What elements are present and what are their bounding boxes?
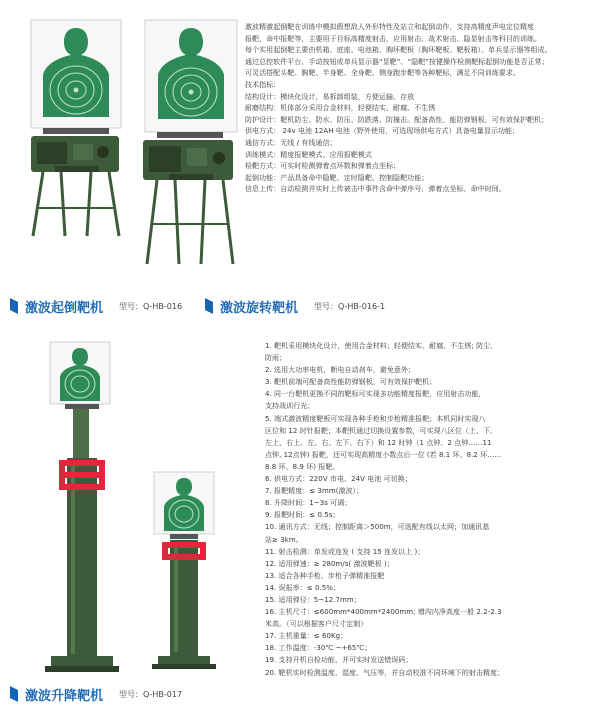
desc-line: 10. 通讯方式：无线；控制距离＞500m，可选配有线以太网；加通讯基 <box>265 523 490 532</box>
lifting-target-tall-illustration <box>45 340 120 680</box>
title-marker-icon <box>205 298 213 314</box>
desc-line: 供电方式： 24v 电池 12AH 电池（野外使用，可选现场供电方式）具备电量显示功能； <box>245 127 520 136</box>
product-name: 激波起倒靶机 <box>25 300 104 316</box>
desc-line: 通信方式：无线 / 有线通信； <box>245 138 337 147</box>
product-name: 激波旋转靶机 <box>220 300 299 316</box>
desc-line: 8. 升降时间：1~3s 可调； <box>265 499 352 508</box>
desc-line: 11. 射击检测：单发或连发 ( 支持 15 连发以上 )； <box>265 547 425 556</box>
desc-line: 点钟, 12点钟) 报靶，还可实现高精度小数点后一位 (若 8.1 环、8.2 环…… <box>265 450 502 459</box>
desc-line: 米高。（可以根据客户尺寸定制） <box>265 620 368 629</box>
desc-line: 17. 主机重量：≤ 60Kg； <box>265 632 348 641</box>
desc-line: 7. 报靶精度：≤ 3mm(激波）； <box>265 487 364 496</box>
desc-line: 耐磨结构：机体部分采用合金材料，轻便结实、耐腐、不生锈 <box>245 104 436 113</box>
drop-target-machine-illustration <box>25 18 125 240</box>
desc-line: 14. 误报率：≤ 0.5%； <box>265 583 340 592</box>
desc-line: 12. 适用弹速：≥ 280m/s( 激波靶板 )； <box>265 559 394 568</box>
desc-line: 20. 靶机实时检测温度、湿度、气压等，并自动校准不同环境下的射击精度； <box>265 668 505 677</box>
desc-line: 训练模式：精度报靶模式、应用报靶模式 <box>245 150 372 159</box>
product-title-drop-target <box>10 296 182 316</box>
desc-line: 4. 同一台靶机更换不同的靶标可实现多功能精度报靶，应用射击功能， <box>265 390 486 399</box>
desc-line: 区位和 12 时针报靶；本靶机通过切换设置参数，可实现八区位（上、下、 <box>265 426 498 435</box>
lifting-target-short-illustration <box>150 470 220 670</box>
desc-line: 2. 选用大功率电机，断电自动刹车，避免意外； <box>265 366 416 375</box>
desc-line: 站≥ 3km。 <box>265 535 303 544</box>
product-title-lifting-target <box>10 684 182 704</box>
product-model: 型号：Q-HB-017 <box>119 689 183 699</box>
desc-line: 8.8 环、8.9 环) 报靶。 <box>265 462 340 471</box>
desc-line: 激波精激起倒靶在训练中模拟假想敌人外形特性及站立和起倒动作，支持高精度声电定位精度 <box>245 23 535 31</box>
desc-line: 13. 适合各种手枪、步枪子弹精准报靶 <box>265 571 385 580</box>
desc-line: 结构设计：模块化设计，易拆卸组装，方便运输、存放 <box>245 92 415 101</box>
desc-line: 技术指标: <box>245 80 276 89</box>
title-marker-icon <box>10 686 18 702</box>
title-marker-icon <box>10 298 18 314</box>
desc-line: 报靶，命中报靶等，主要用于目标高精度射击、应用射击、战术射击、隐显射击等科目的训练。 <box>245 34 542 43</box>
desc-line: 支持战训行光； <box>265 402 315 411</box>
desc-line: 防雨； <box>265 354 287 363</box>
product-model: 型号：Q-HB-016 <box>119 301 183 311</box>
rotating-target-machine-illustration <box>135 18 240 268</box>
desc-line: 信息上传：自动检测并实时上传被击中事件含命中弹序号，弹着点坐标、命中时间。 <box>245 185 506 194</box>
desc-line: 通过总控软件平台、手动按钮或单兵显示器“显靶”、“隐靶”按键操作检测靶标起倒功能是否正常； <box>245 57 549 66</box>
lifting-target-description <box>265 340 595 679</box>
product-title-rotating-target <box>205 296 385 316</box>
desc-line: 检靶方式：可实时检测弹着点环数和弹着点坐标； <box>245 162 401 171</box>
desc-line: 16. 主机尺寸：≤600mm*400mm*2400mm; 增沟内净高度一般 2.2-2.3 <box>265 608 502 617</box>
product-model: 型号：Q-HB-016-1 <box>314 301 386 311</box>
desc-line: 19. 支持开机自检功能，并可实时发送错误码； <box>265 656 413 665</box>
drop-target-description <box>245 22 595 196</box>
desc-line: 1. 靶机采用模块化设计，使用合金材料；轻便结实、耐腐、不生锈; 防尘、 <box>265 342 498 350</box>
desc-line: 每个实用起倒靶主要由机箱、底座、电池箱、胸环靶板（胸环靶板、靶板箱）、单兵显示器等组成。 <box>245 46 552 55</box>
desc-line: 防护设计：靶机防尘、防水、防压、防跌落、防撞击。配备高性、能防弹钢板，可有效保护靶机； <box>245 115 549 124</box>
desc-line: 18. 工作温度：-30℃ ~+65℃； <box>265 644 372 653</box>
desc-line: 9. 报靶时间：≤ 0.5s； <box>265 511 340 520</box>
product-name: 激波升降靶机 <box>25 688 104 704</box>
desc-line: 3. 靶机前端可配备高性能防弹钢板，可有效保护靶机； <box>265 378 437 387</box>
desc-line: 起倒功能：产品具备命中隐靶、定时隐靶、控制隐靶功能； <box>245 173 429 182</box>
desc-line: 左上、右上、左、右、左下、右下）和 12 时钟（1 点钟、2 点钟……11 <box>265 438 492 447</box>
desc-line: 6. 供电方式：220V 市电、24V 电池 可切换； <box>265 475 412 484</box>
desc-line: 可灵活搭配头靶、胸靶、半身靶、全身靶、侧身跑步靶等各种靶标，满足不同训练要求。 <box>245 69 520 78</box>
desc-line: 15. 适用弹径：5~12.7mm； <box>265 595 361 604</box>
desc-line: 5. 端式激波精度靶板可实现各种手枪和步枪精准报靶；本机同时实现八 <box>265 414 486 423</box>
